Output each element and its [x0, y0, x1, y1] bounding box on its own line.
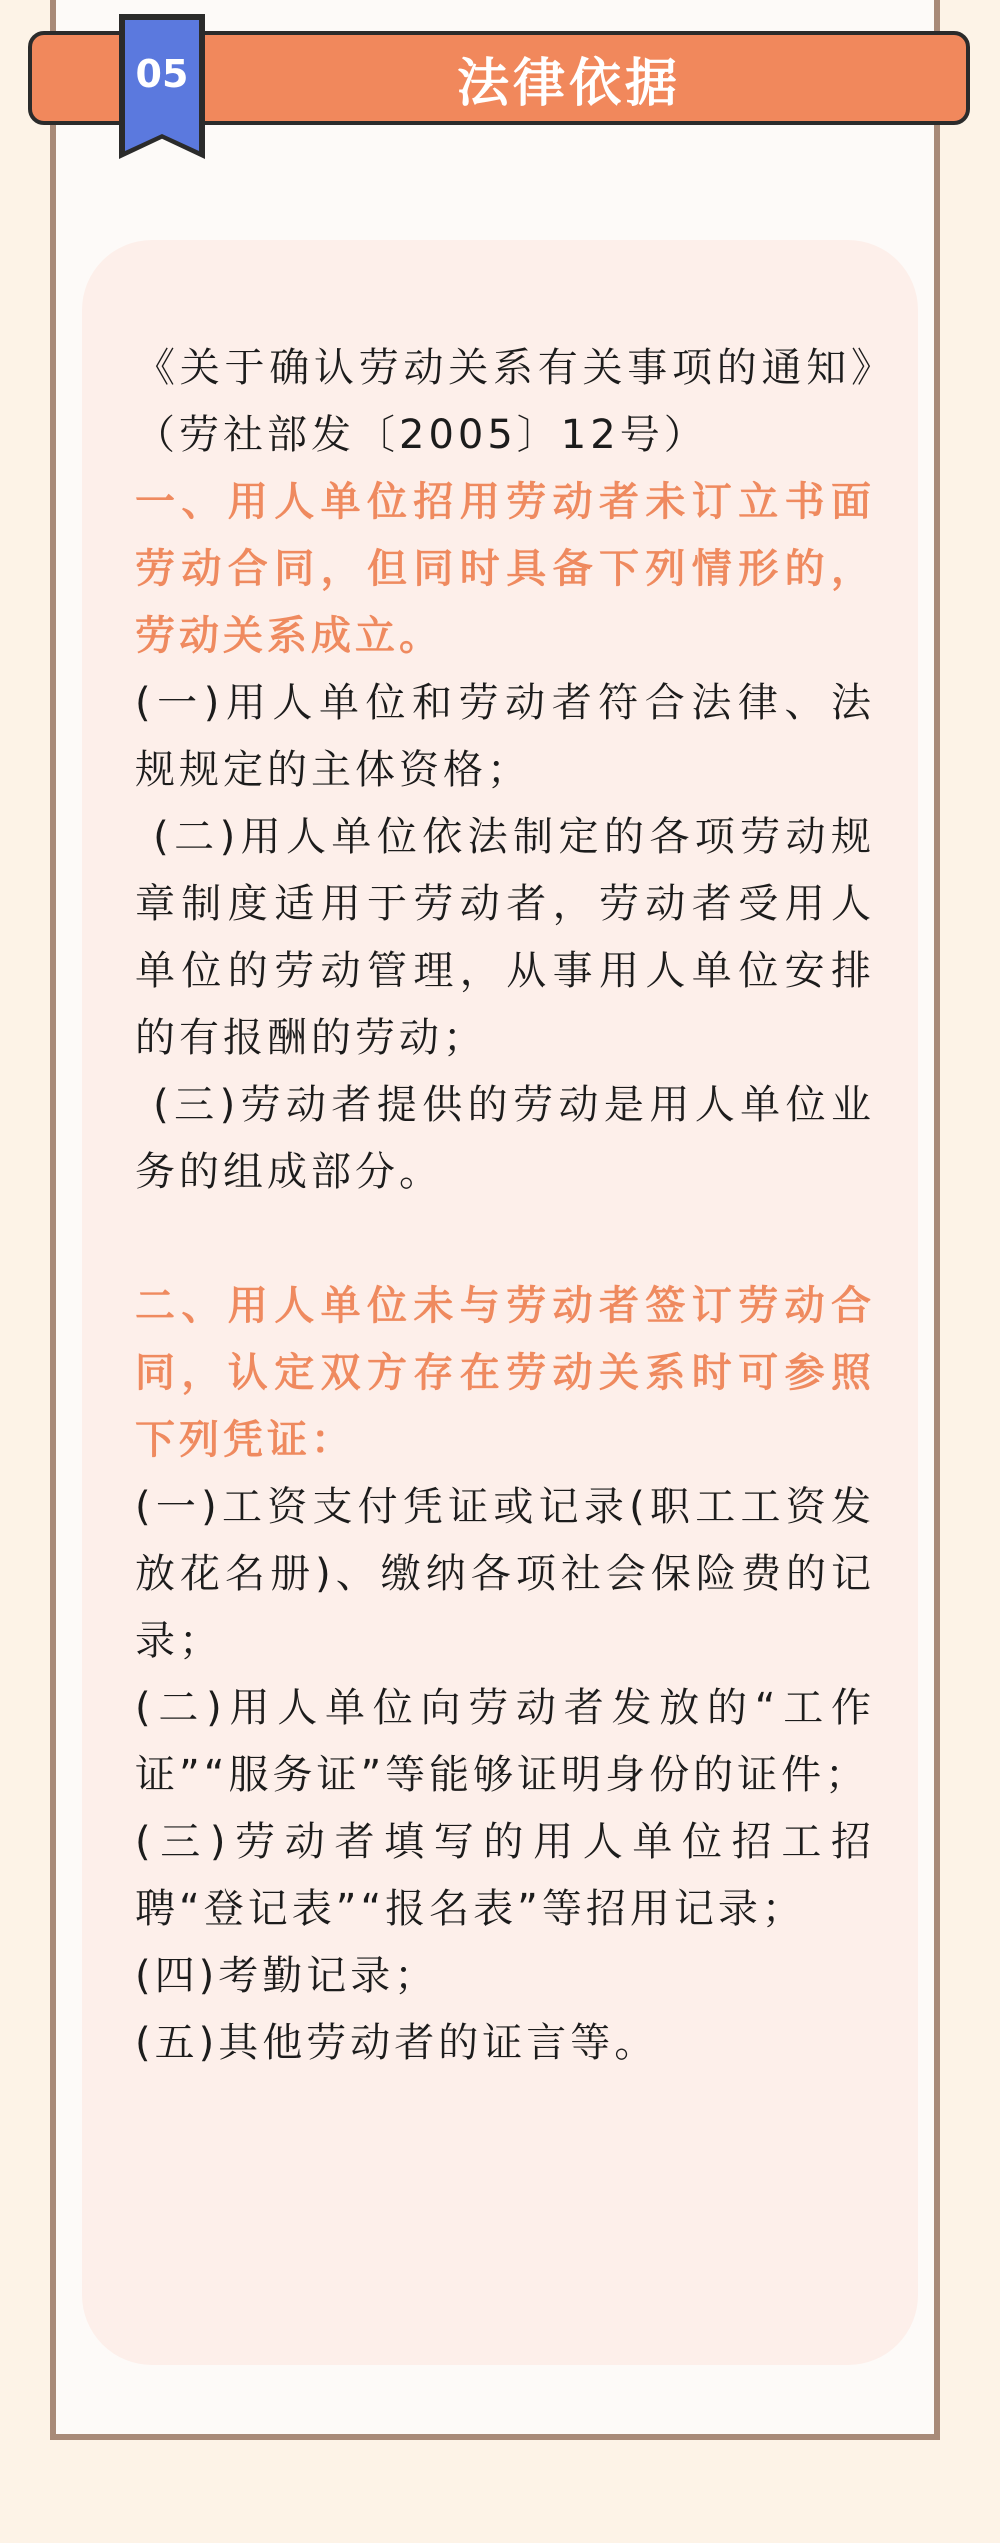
legal-text: [135, 335, 875, 2077]
paragraph-item: (四)考勤记录；: [135, 1953, 439, 1999]
paragraph-item: (一)工资支付凭证或记录(职工工资发放花名册)、缴纳各项社会保险费的记录；: [135, 1484, 875, 1664]
paragraph-item: (三)劳动者提供的劳动是用人单位业务的组成部分。: [135, 1082, 875, 1195]
paragraph-item: (二)用人单位依法制定的各项劳动规章制度适用于劳动者，劳动者受用人单位的劳动管理，从事用人单位安排的有报酬的劳动；: [135, 814, 875, 1061]
paragraph-spacer: [135, 1206, 875, 1273]
section-title: 法律依据: [456, 53, 681, 114]
paragraph-item: (二)用人单位向劳动者发放的“工作证”“服务证”等能够证明身份的证件；: [135, 1685, 875, 1798]
section-number: 05: [135, 52, 189, 96]
paragraph-item: (一)用人单位和劳动者符合法律、法规规定的主体资格；: [135, 680, 875, 793]
paragraph-source: 《关于确认劳动关系有关事项的通知》（劳社部发〔2005〕12号）: [135, 345, 875, 458]
paragraph-item: (五)其他劳动者的证言等。: [135, 2020, 659, 2066]
paragraph-heading-2: 二、用人单位未与劳动者签订劳动合同，认定双方存在劳动关系时可参照下列凭证：: [135, 1283, 875, 1463]
paragraph-heading-1: 一、用人单位招用劳动者未订立书面劳动合同，但同时具备下列情形的，劳动关系成立。: [135, 479, 875, 659]
paragraph-item: (三)劳动者填写的用人单位招工招聘“登记表”“报名表”等招用记录；: [135, 1819, 875, 1932]
